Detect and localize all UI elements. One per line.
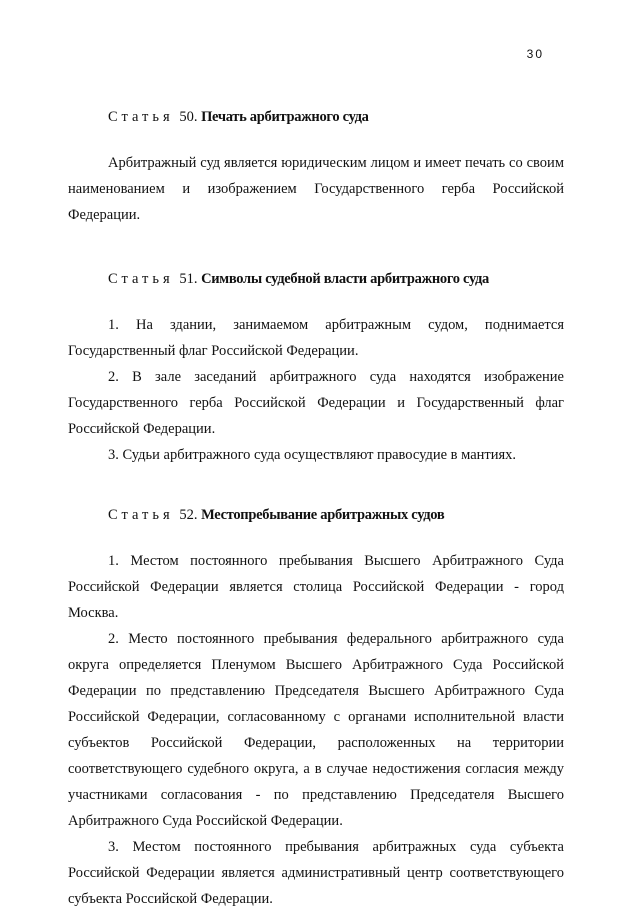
article-51: [68, 266, 564, 468]
article-heading: [68, 104, 564, 130]
article-52: [68, 502, 564, 912]
article-label: Статья: [108, 507, 174, 523]
paragraph: 1. На здании, занимаемом арбитражным судом, поднимается Государственный флаг Российской Федерации.: [68, 317, 564, 359]
paragraph: 2. Место постоянного пребывания федерального арбитражного суда округа определяется Пленумом Высшего Арбитражного Суда Российской Федерации по представлению Председателя Высшего Арбитражного Суда Российской Федерации, согласованному с органами исполнительной власти субъектов Российской Федерации, расположенных на территории соответствующего судебного округа, а в случае недостижения согласия между участниками согласования - по представлению Председателя Высшего Арбитражного Суда Российской Федерации.: [68, 631, 564, 829]
article-title: Печать арбитражного суда: [201, 109, 369, 125]
article-50: [68, 104, 564, 228]
article-heading: [68, 502, 564, 528]
paragraph: 3. Местом постоянного пребывания арбитражных суда субъекта Российской Федерации является административный центр соответствующего субъекта Российской Федерации.: [68, 839, 564, 907]
article-title: Символы судебной власти арбитражного суда: [201, 271, 490, 287]
paragraph: Арбитражный суд является юридическим лицом и имеет печать со своим наименованием и изображением Государственного герба Российской Федерации.: [68, 155, 564, 223]
page-number: 30: [526, 47, 544, 61]
paragraph: 2. В зале заседаний арбитражного суда находятся изображение Государственного герба Российской Федерации и Государственный флаг Российской Федерации.: [68, 369, 564, 437]
article-heading: [68, 266, 564, 292]
article-title: Местопребывание арбитражных судов: [201, 507, 445, 523]
article-number: 51.: [179, 271, 198, 287]
paragraph: 1. Местом постоянного пребывания Высшего Арбитражного Суда Российской Федерации является столица Российской Федерации - город Москва.: [68, 553, 564, 621]
article-number: 52.: [179, 507, 198, 523]
document-body: [68, 104, 564, 912]
article-label: Статья: [108, 271, 174, 287]
article-label: Статья: [108, 109, 174, 125]
paragraph: 3. Судьи арбитражного суда осуществляют правосудие в мантиях.: [108, 447, 517, 463]
article-number: 50.: [179, 109, 198, 125]
